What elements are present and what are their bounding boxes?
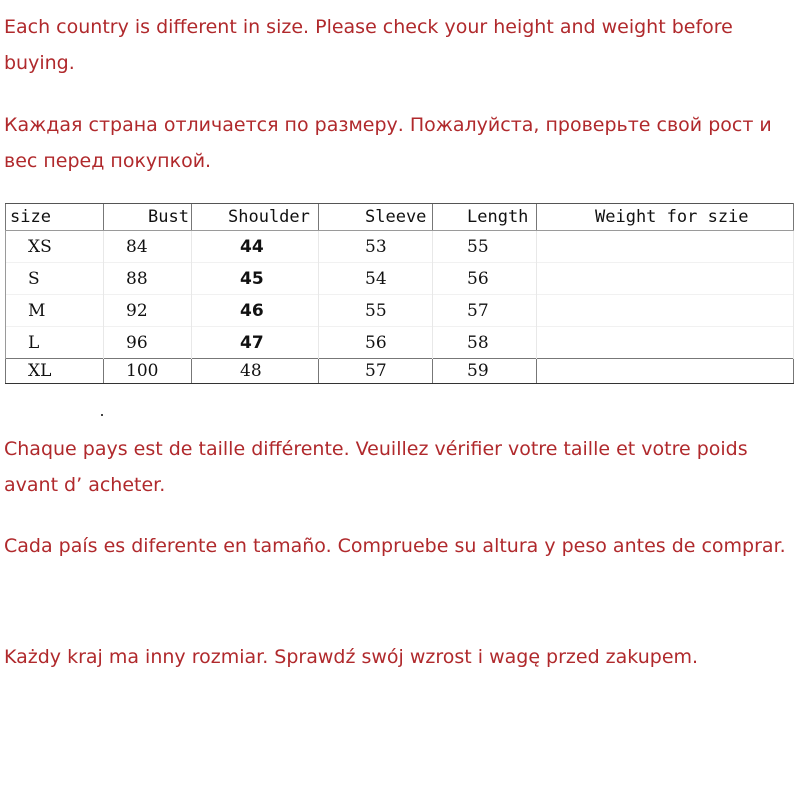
header-weight: Weight for szie [537,204,794,231]
cell-bust: 100 [104,359,192,384]
cell-size: XS [6,231,104,263]
cell-bust: 92 [104,295,192,327]
cell-length: 57 [433,295,537,327]
cell-weight [537,295,794,327]
header-size: size [6,204,104,231]
size-chart-table [5,203,794,384]
cell-bust: 88 [104,263,192,295]
cell-sleeve: 55 [319,295,433,327]
size-notice-french: Chaque pays est de taille différente. Veuillez vérifier votre taille et votre poids avant d’ acheter. [4,438,748,496]
cell-shoulder: 48 [192,359,319,384]
cell-length: 56 [433,263,537,295]
stray-dot [101,414,103,416]
cell-shoulder: 44 [192,231,319,263]
table-row [6,295,794,327]
cell-length: 58 [433,327,537,359]
cell-weight [537,231,794,263]
header-sleeve: Sleeve [319,204,433,231]
cell-shoulder: 46 [192,295,319,327]
size-notice-russian: Каждая страна отличается по размеру. Пожалуйста, проверьте свой рост и вес перед покупкой. [4,114,772,172]
cell-size: M [6,295,104,327]
cell-sleeve: 56 [319,327,433,359]
table-row [6,359,794,384]
table-row [6,263,794,295]
cell-weight [537,263,794,295]
cell-sleeve: 57 [319,359,433,384]
cell-weight [537,327,794,359]
table-header-row [6,204,794,231]
cell-shoulder: 47 [192,327,319,359]
cell-weight [537,359,794,384]
table-row [6,327,794,359]
cell-size: S [6,263,104,295]
cell-size: L [6,327,104,359]
header-bust: Bust [104,204,192,231]
cell-sleeve: 54 [319,263,433,295]
cell-bust: 84 [104,231,192,263]
cell-length: 59 [433,359,537,384]
size-notice-spanish: Cada país es diferente en tamaño. Compruebe su altura y peso antes de comprar. [4,535,786,557]
cell-length: 55 [433,231,537,263]
cell-shoulder: 45 [192,263,319,295]
size-notice-english: Each country is different in size. Please check your height and weight before buying. [4,16,733,74]
cell-bust: 96 [104,327,192,359]
header-shoulder: Shoulder [192,204,319,231]
cell-size: XL [6,359,104,384]
size-notice-polish: Każdy kraj ma inny rozmiar. Sprawdź swój wzrost i wagę przed zakupem. [4,646,699,668]
cell-sleeve: 53 [319,231,433,263]
table-row [6,231,794,263]
header-length: Length [433,204,537,231]
